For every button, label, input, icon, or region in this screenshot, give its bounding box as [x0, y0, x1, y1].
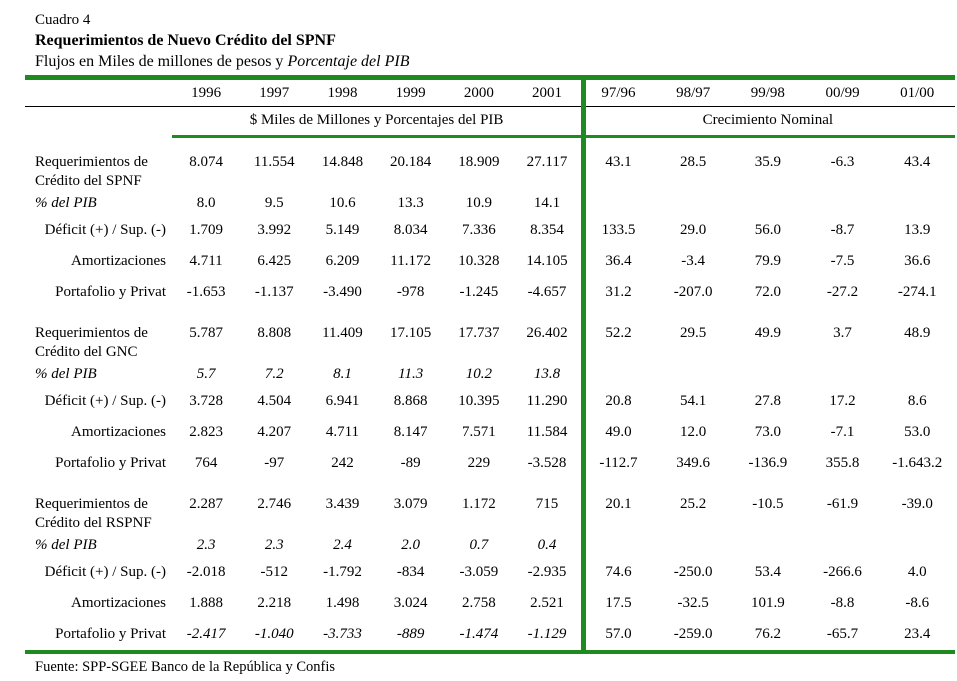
row-label-line: % del PIB [35, 537, 97, 553]
row-label-line: Crédito del SPNF [35, 173, 142, 189]
value-cell: 18.909 [458, 154, 500, 170]
value-cell: 9.5 [264, 195, 284, 211]
row-label-line: Amortizaciones [71, 424, 166, 440]
value-cell: 6.425 [257, 253, 292, 269]
row-label-line: Portafolio y Privat [55, 284, 166, 300]
value-cell: 8.074 [189, 154, 223, 170]
value-cell: 1.498 [325, 595, 360, 611]
value-cell: 11.3 [398, 366, 424, 382]
value-cell: -889 [396, 626, 425, 642]
value-cell: -512 [260, 564, 289, 580]
growth-cell: 349.6 [676, 455, 711, 471]
value-cell: 2.3 [264, 537, 284, 553]
value-cell: 242 [331, 455, 354, 471]
growth-cell: 36.4 [605, 253, 632, 269]
row-label [25, 536, 172, 555]
growth-period-column-header: 00/99 [825, 85, 860, 101]
year-column-header: 2001 [532, 85, 563, 101]
growth-cell: -65.7 [826, 626, 859, 642]
growth-cell: 76.2 [754, 626, 781, 642]
table-row [25, 283, 955, 302]
growth-cell: 101.9 [750, 595, 785, 611]
value-cell: 5.7 [196, 366, 216, 382]
title-block [0, 0, 957, 72]
growth-cell: -8.6 [905, 595, 930, 611]
value-cell: 10.328 [458, 253, 500, 269]
table-row [25, 536, 955, 555]
growth-cell: 53.4 [754, 564, 781, 580]
value-cell: 10.395 [458, 393, 500, 409]
growth-cell: 27.8 [754, 393, 781, 409]
growth-cell: 8.6 [907, 393, 927, 409]
row-label-line: Requerimientos de [35, 154, 148, 170]
page-subtitle [35, 51, 957, 72]
value-cell: -1.040 [254, 626, 294, 642]
value-cell: 2.823 [189, 424, 223, 440]
growth-cell: -207.0 [673, 284, 713, 300]
page-title: Requerimientos de Nuevo Crédito del SPNF [35, 32, 336, 49]
growth-cell: -259.0 [673, 626, 713, 642]
growth-cell: -7.5 [830, 253, 855, 269]
table-row [25, 194, 955, 213]
growth-cell: 52.2 [605, 325, 632, 341]
value-cell: 10.9 [465, 195, 492, 211]
year-column-header: 1997 [259, 85, 290, 101]
growth-cell: 17.5 [605, 595, 632, 611]
value-cell: 2.218 [257, 595, 292, 611]
value-cell: 0.4 [537, 537, 557, 553]
growth-cell: 17.2 [829, 393, 856, 409]
source-note: Fuente: SPP-SGEE Banco de la República y Confis [35, 659, 336, 675]
growth-cell: 3.7 [833, 325, 852, 341]
value-cell: 4.207 [257, 424, 292, 440]
growth-cell: -61.9 [826, 496, 859, 512]
value-cell: 7.571 [461, 424, 496, 440]
growth-cell: -274.1 [897, 284, 937, 300]
row-label-line: Déficit (+) / Sup. (-) [44, 564, 166, 580]
value-cell: 5.149 [325, 222, 360, 238]
growth-cell: -39.0 [901, 496, 933, 512]
value-cell: 8.868 [393, 393, 428, 409]
growth-cell: 56.0 [754, 222, 781, 238]
growth-cell: -3.4 [681, 253, 706, 269]
value-cell: 8.808 [257, 325, 292, 341]
growth-cell: 43.1 [605, 154, 632, 170]
year-column-header: 1996 [191, 85, 222, 101]
value-cell: 11.554 [253, 154, 295, 170]
growth-cell: 25.2 [680, 496, 707, 512]
table-caption: Cuadro 4 [35, 12, 91, 28]
right-group-underline [581, 135, 954, 138]
value-cell: 14.105 [526, 253, 568, 269]
value-cell: 2.4 [333, 537, 352, 553]
value-cell: -2.018 [186, 564, 226, 580]
table-body [25, 153, 955, 644]
growth-cell: 23.4 [904, 626, 931, 642]
table-row [25, 324, 955, 362]
growth-cell: -32.5 [677, 595, 709, 611]
value-cell: 26.402 [526, 325, 568, 341]
value-cell: 764 [194, 455, 218, 471]
row-label [25, 252, 172, 271]
value-cell: 0.7 [469, 537, 489, 553]
table-row [25, 252, 955, 271]
value-cell: 2.3 [196, 537, 216, 553]
value-cell: 13.8 [533, 366, 561, 382]
value-cell: 4.711 [325, 424, 360, 440]
row-label [25, 423, 172, 442]
right-group-subheader: Crecimiento Nominal [702, 112, 834, 128]
value-cell: 2.0 [401, 537, 421, 553]
row-label-line: Crédito del GNC [35, 344, 138, 360]
growth-cell: 12.0 [680, 424, 707, 440]
growth-cell: 53.0 [904, 424, 931, 440]
row-label [25, 392, 172, 411]
value-cell: -1.137 [254, 284, 294, 300]
growth-cell: 20.8 [605, 393, 632, 409]
growth-period-column-header: 99/98 [750, 85, 785, 101]
value-cell: 4.504 [257, 393, 292, 409]
value-cell: 8.0 [196, 195, 216, 211]
growth-cell: 49.0 [605, 424, 632, 440]
value-cell: -3.733 [323, 626, 362, 642]
table-row [25, 221, 955, 240]
value-cell: 8.1 [333, 366, 352, 382]
value-cell: 11.409 [322, 325, 363, 341]
growth-cell: -8.8 [830, 595, 855, 611]
value-cell: 10.6 [329, 195, 356, 211]
table-row [25, 625, 955, 644]
growth-cell: -250.0 [673, 564, 713, 580]
value-cell: 14.1 [533, 195, 561, 211]
row-label [25, 454, 172, 473]
growth-cell: 73.0 [754, 424, 781, 440]
table-row [25, 594, 955, 613]
growth-cell: 43.4 [904, 154, 931, 170]
value-cell: -1.792 [323, 564, 362, 580]
value-cell: 3.439 [325, 496, 360, 512]
growth-cell: 28.5 [680, 154, 707, 170]
value-cell: -2.935 [527, 564, 567, 580]
growth-cell: 79.9 [754, 253, 781, 269]
value-cell: -834 [396, 564, 425, 580]
growth-period-column-header: 01/00 [900, 85, 935, 101]
value-cell: 27.117 [526, 154, 568, 170]
growth-period-column-header: 97/96 [601, 85, 636, 101]
value-cell: 3.992 [257, 222, 292, 238]
value-cell: -1.129 [527, 626, 567, 642]
value-cell: -3.490 [323, 284, 362, 300]
value-cell: 14.848 [321, 154, 364, 170]
row-label-line: Portafolio y Privat [55, 455, 166, 471]
growth-cell: 133.5 [601, 222, 636, 238]
value-cell: -978 [396, 284, 425, 300]
table-row [25, 563, 955, 582]
row-label [25, 594, 172, 613]
growth-cell: 355.8 [825, 455, 860, 471]
value-cell: 6.209 [325, 253, 360, 269]
value-cell: 10.2 [465, 366, 492, 382]
value-cell: 11.172 [390, 253, 431, 269]
value-cell: 2.758 [461, 595, 496, 611]
value-cell: -1.245 [459, 284, 499, 300]
subtitle-italic: Porcentaje del PIB [287, 53, 410, 70]
row-label [25, 283, 172, 302]
row-label [25, 221, 172, 240]
value-cell: 7.2 [264, 366, 284, 382]
table-subheader-row [25, 107, 955, 135]
value-cell: -2.417 [186, 626, 226, 642]
table-header-row [25, 80, 955, 106]
value-cell: 13.3 [397, 195, 424, 211]
value-cell: -89 [400, 455, 421, 471]
value-cell: 229 [467, 455, 491, 471]
row-label [25, 495, 172, 533]
table-group-divider [581, 80, 586, 650]
growth-cell: -27.2 [826, 284, 859, 300]
value-cell: 7.336 [461, 222, 496, 238]
table-row [25, 153, 955, 191]
row-label-line: Déficit (+) / Sup. (-) [44, 393, 166, 409]
subtitle-regular: Flujos en Miles de millones de pesos y [35, 53, 288, 70]
value-cell: 3.079 [393, 496, 428, 512]
growth-cell: 4.0 [907, 564, 927, 580]
value-cell: 8.147 [393, 424, 428, 440]
growth-cell: -136.9 [748, 455, 788, 471]
value-cell: 2.287 [189, 496, 223, 512]
growth-cell: -266.6 [823, 564, 862, 580]
row-label-line: Requerimientos de [35, 325, 148, 341]
growth-cell: 29.0 [680, 222, 707, 238]
table-row [25, 392, 955, 411]
value-cell: 3.728 [189, 393, 223, 409]
value-cell: 4.711 [189, 253, 223, 269]
data-table [25, 75, 955, 654]
row-label-line: Portafolio y Privat [55, 626, 166, 642]
growth-cell: 49.9 [754, 325, 781, 341]
year-column-header: 2000 [463, 85, 494, 101]
growth-cell: -1.643.2 [892, 455, 943, 471]
row-label-line: Crédito del RSPNF [35, 515, 152, 531]
subheader-underline-row [25, 135, 955, 138]
growth-cell: -7.1 [830, 424, 855, 440]
value-cell: 2.746 [257, 496, 292, 512]
value-cell: 1.709 [189, 222, 223, 238]
growth-cell: 54.1 [680, 393, 707, 409]
row-label [25, 153, 172, 191]
value-cell: -1.474 [459, 626, 499, 642]
row-label [25, 365, 172, 384]
value-cell: 2.521 [530, 595, 564, 611]
value-cell: -1.653 [186, 284, 226, 300]
growth-cell: -6.3 [830, 154, 855, 170]
growth-cell: 36.6 [904, 253, 931, 269]
value-cell: 17.737 [458, 325, 500, 341]
row-label-line: % del PIB [35, 366, 97, 382]
growth-cell: -8.7 [830, 222, 855, 238]
value-cell: 5.787 [189, 325, 223, 341]
value-cell: 715 [535, 496, 559, 512]
growth-cell: 20.1 [605, 496, 632, 512]
growth-cell: -10.5 [752, 496, 784, 512]
growth-cell: 57.0 [605, 626, 632, 642]
row-label-line: Amortizaciones [71, 253, 166, 269]
growth-cell: 74.6 [605, 564, 632, 580]
value-cell: 11.584 [526, 424, 568, 440]
left-group-subheader: $ Miles de Millones y Porcentajes del PIB [249, 112, 504, 128]
growth-cell: 31.2 [605, 284, 632, 300]
value-cell: -3.059 [459, 564, 499, 580]
value-cell: 8.354 [530, 222, 564, 238]
growth-period-column-header: 98/97 [676, 85, 711, 101]
value-cell: 6.941 [325, 393, 360, 409]
value-cell: -3.528 [527, 455, 567, 471]
growth-cell: 13.9 [904, 222, 931, 238]
growth-cell: -112.7 [599, 455, 638, 471]
table-row [25, 454, 955, 473]
value-cell: 11.290 [526, 393, 568, 409]
value-cell: 8.034 [393, 222, 428, 238]
value-cell: -4.657 [527, 284, 567, 300]
year-column-header: 1998 [327, 85, 358, 101]
table-row [25, 423, 955, 442]
row-label [25, 194, 172, 213]
growth-cell: 48.9 [904, 325, 931, 341]
growth-cell: 29.5 [680, 325, 707, 341]
value-cell: 3.024 [393, 595, 428, 611]
row-label-line: Requerimientos de [35, 496, 148, 512]
growth-cell: 35.9 [754, 154, 781, 170]
value-cell: 17.105 [390, 325, 432, 341]
row-label [25, 625, 172, 644]
value-cell: 20.184 [390, 154, 432, 170]
row-label [25, 563, 172, 582]
left-group-underline [172, 135, 581, 138]
year-column-header: 1999 [395, 85, 426, 101]
row-label-line: % del PIB [35, 195, 97, 211]
value-cell: 1.172 [461, 496, 496, 512]
row-label-line: Déficit (+) / Sup. (-) [44, 222, 166, 238]
growth-cell: 72.0 [754, 284, 781, 300]
table-row [25, 365, 955, 384]
value-cell: -97 [264, 455, 285, 471]
row-label-line: Amortizaciones [71, 595, 166, 611]
table-row [25, 495, 955, 533]
row-label [25, 324, 172, 362]
value-cell: 1.888 [189, 595, 223, 611]
